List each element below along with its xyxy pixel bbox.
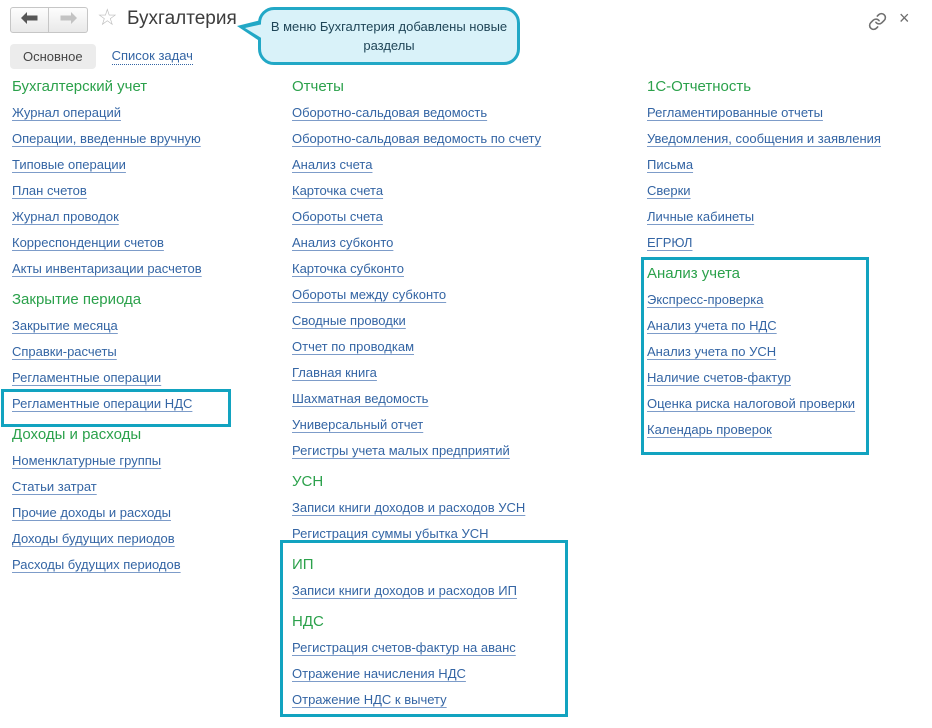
menu-link[interactable]: Операции, введенные вручную (12, 131, 201, 146)
menu-link[interactable]: План счетов (12, 183, 87, 198)
menu-link[interactable]: Акты инвентаризации расчетов (12, 261, 202, 276)
menu-link[interactable]: Анализ учета по НДС (647, 318, 777, 333)
menu-columns (0, 78, 932, 728)
menu-column (12, 78, 284, 578)
menu-link[interactable]: Сверки (647, 183, 691, 198)
favorite-star-icon[interactable]: ☆ (97, 4, 118, 30)
tab-main[interactable]: Основное (10, 44, 96, 69)
menu-link[interactable]: Анализ субконто (292, 235, 394, 250)
menu-link[interactable]: Карточка счета (292, 183, 384, 198)
menu-link[interactable]: Отражение начисления НДС (292, 666, 466, 681)
menu-link[interactable]: Журнал проводок (12, 209, 119, 224)
menu-link[interactable]: Обороты счета (292, 209, 383, 224)
tab-task-list[interactable]: Список задач (111, 48, 193, 63)
menu-link[interactable]: Наличие счетов-фактур (647, 370, 791, 385)
section-title: 1С-Отчетность (647, 78, 752, 95)
tabs-bar (10, 44, 193, 69)
menu-link[interactable]: Главная книга (292, 365, 377, 380)
menu-link[interactable]: ЕГРЮЛ (647, 235, 693, 250)
menu-link[interactable]: Закрытие месяца (12, 318, 118, 333)
section-title: Закрытие периода (12, 291, 142, 308)
menu-link[interactable]: Отражение НДС к вычету (292, 692, 447, 707)
close-icon[interactable]: × (899, 8, 910, 28)
menu-link[interactable]: Корреспонденции счетов (12, 235, 164, 250)
menu-link[interactable]: Справки-расчеты (12, 344, 117, 359)
menu-link[interactable]: Календарь проверок (647, 422, 772, 437)
menu-link[interactable]: Сводные проводки (292, 313, 406, 328)
section-title: Доходы и расходы (12, 426, 142, 443)
menu-link[interactable]: Оборотно-сальдовая ведомость (292, 105, 488, 120)
page-title: Бухгалтерия (127, 8, 237, 29)
menu-link[interactable]: Регламентные операции НДС (12, 396, 193, 411)
menu-column (292, 78, 592, 713)
section-title: Бухгалтерский учет (12, 78, 148, 95)
menu-link[interactable]: Регистрация суммы убытка УСН (292, 526, 489, 541)
menu-link[interactable]: Анализ счета (292, 157, 373, 172)
section-title: Анализ учета (647, 265, 741, 282)
menu-link[interactable]: Универсальный отчет (292, 417, 424, 432)
menu-link[interactable]: Типовые операции (12, 157, 126, 172)
menu-link[interactable]: Уведомления, сообщения и заявления (647, 131, 881, 146)
menu-link[interactable]: Статьи затрат (12, 479, 97, 494)
menu-link[interactable]: Оборотно-сальдовая ведомость по счету (292, 131, 542, 146)
menu-link[interactable]: Записи книги доходов и расходов ИП (292, 583, 517, 598)
menu-link[interactable]: Карточка субконто (292, 261, 404, 276)
menu-link[interactable]: Личные кабинеты (647, 209, 755, 224)
forward-button[interactable] (49, 7, 88, 33)
copy-link-icon[interactable] (868, 12, 887, 36)
tooltip-callout (258, 7, 520, 65)
menu-column (647, 78, 927, 443)
menu-link[interactable]: Записи книги доходов и расходов УСН (292, 500, 526, 515)
menu-link[interactable]: Расходы будущих периодов (12, 557, 181, 572)
menu-link[interactable]: Анализ учета по УСН (647, 344, 777, 359)
menu-link[interactable]: Шахматная ведомость (292, 391, 429, 406)
section-title: УСН (292, 473, 324, 490)
section-title: НДС (292, 613, 324, 630)
back-button[interactable] (10, 7, 49, 33)
menu-link[interactable]: Журнал операций (12, 105, 121, 120)
arrow-right-icon (60, 11, 77, 29)
menu-link[interactable]: Письма (647, 157, 694, 172)
tooltip-text: В меню Бухгалтерия добавлены новые разделы (270, 19, 508, 53)
menu-link[interactable]: Отчет по проводкам (292, 339, 415, 354)
nav-buttons (10, 7, 88, 33)
menu-link[interactable]: Регламентированные отчеты (647, 105, 823, 120)
menu-link[interactable]: Номенклатурные группы (12, 453, 162, 468)
menu-link[interactable]: Регистрация счетов-фактур на аванс (292, 640, 516, 655)
menu-link[interactable]: Оценка риска налоговой проверки (647, 396, 856, 411)
menu-link[interactable]: Регламентные операции (12, 370, 162, 385)
section-title: Отчеты (292, 78, 344, 95)
section-title: ИП (292, 556, 314, 573)
menu-link[interactable]: Регистры учета малых предприятий (292, 443, 510, 458)
arrow-left-icon (21, 11, 38, 29)
menu-link[interactable]: Доходы будущих периодов (12, 531, 175, 546)
menu-link[interactable]: Экспресс-проверка (647, 292, 764, 307)
menu-link[interactable]: Прочие доходы и расходы (12, 505, 171, 520)
menu-link[interactable]: Обороты между субконто (292, 287, 447, 302)
